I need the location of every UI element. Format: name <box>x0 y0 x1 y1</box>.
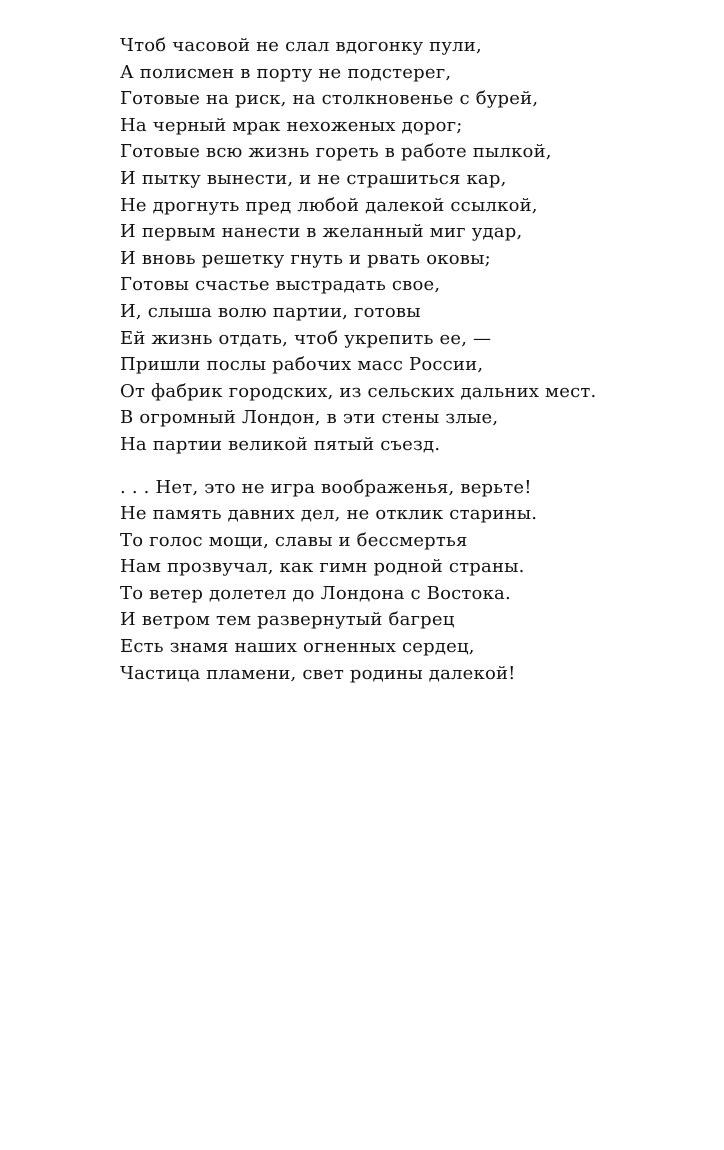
poem-line: Есть знамя наших огненных сердец, <box>120 636 475 658</box>
poem-line: А полисмен в порту не подстерег, <box>120 61 452 83</box>
poem-line: И пытку вынести, и не страшиться кар, <box>120 167 507 189</box>
poem-line: . . . Нет, это не игра воображенья, верьте! <box>120 476 532 498</box>
poem-line: Не дрогнуть пред любой далекой ссылкой, <box>120 194 538 216</box>
poem-line: И вновь решетку гнуть и рвать оковы; <box>120 247 491 269</box>
poem-line: Готовы счастье выстрадать свое, <box>120 274 441 296</box>
poem-line: Чтоб часовой не слал вдогонку пули, <box>120 35 482 56</box>
poem-line: Готовые на риск, на столкновенье с бурей, <box>120 88 539 110</box>
poem-line: Нам прозвучал, как гимн родной страны. <box>120 556 525 578</box>
poem-line: То голос мощи, славы и бессмертья <box>120 529 468 551</box>
poem-line: На черный мрак нехоженых дорог; <box>120 114 463 136</box>
stanza-1 <box>120 33 710 459</box>
poem-line: И ветром тем развернутый багрец <box>120 609 455 631</box>
poem-line: Частица пламени, свет родины далекой! <box>120 662 516 684</box>
poem-line: В огромный Лондон, в эти стены злые, <box>120 407 499 429</box>
poem-line: И первым нанести в желанный миг удар, <box>120 221 523 243</box>
stanza-2 <box>120 475 710 688</box>
poem-line: Готовые всю жизнь гореть в работе пылкой, <box>120 141 552 163</box>
poem-line: И, слыша волю партии, готовы <box>120 300 421 322</box>
poem-line: То ветер долетел до Лондона с Востока. <box>120 582 511 604</box>
poem-line: Не память давних дел, не отклик старины. <box>120 503 538 525</box>
poem-text <box>120 33 710 687</box>
poem-line: На партии великой пятый съезд. <box>120 433 441 455</box>
poem-line: Ей жизнь отдать, чтоб укрепить ее, — <box>120 327 492 349</box>
poem-line: От фабрик городских, из сельских дальних мест. <box>120 380 597 402</box>
poem-line: Пришли послы рабочих масс России, <box>120 354 484 376</box>
